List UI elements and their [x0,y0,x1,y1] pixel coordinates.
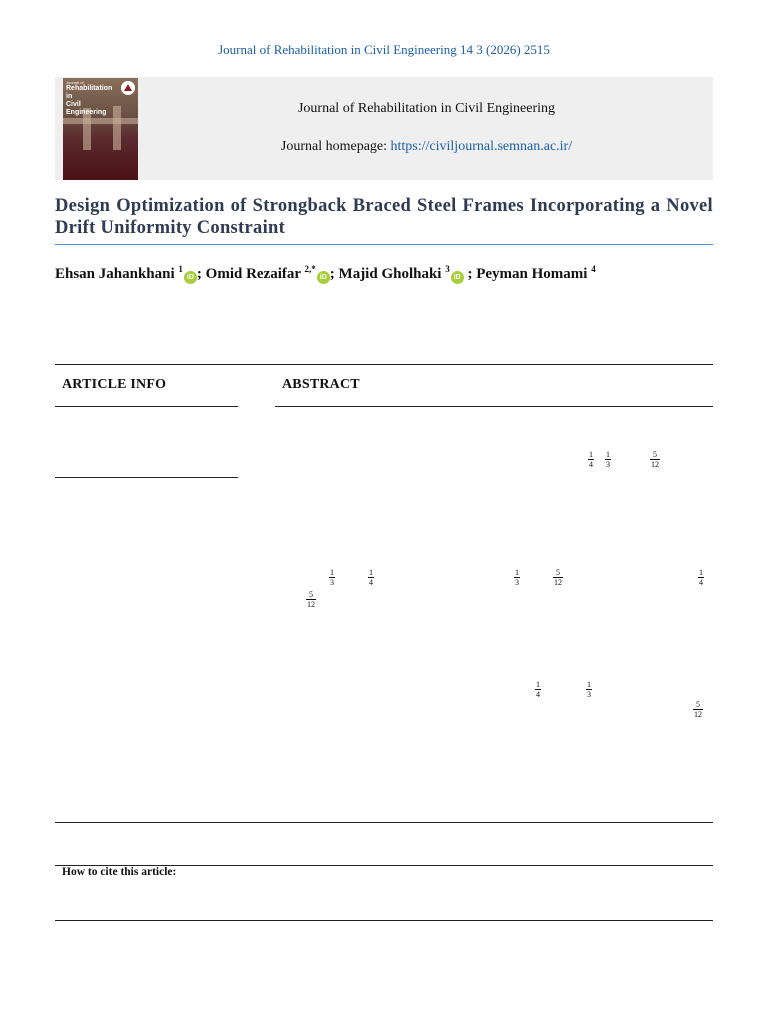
author-name: Peyman Homami [476,266,588,282]
fraction: $\frac{1}{3}$ [515,568,519,587]
abstract-heading: ABSTRACT [282,377,360,392]
author-separator: ; [463,266,477,282]
journal-cover-image [63,78,138,180]
banner-homepage [140,139,713,155]
author-list [55,264,596,284]
how-to-cite-heading: How to cite this article: [62,866,177,878]
author-affiliation: 3 [445,264,450,274]
homepage-label: Journal homepage: [280,139,391,154]
journal-banner [55,77,713,180]
cover-title: Journal of Rehabilitation in Civil Engineering [66,80,113,116]
abstract-bottom-rule [55,822,713,823]
fraction: $\frac{5}{12}$ [651,450,659,469]
orcid-icon[interactable]: iD [184,271,197,284]
author-affiliation: 2,* [304,264,316,274]
abstract-rule [275,406,713,407]
fraction: $\frac{5}{12}$ [694,700,702,719]
author-affiliation: 4 [591,264,596,274]
section-top-rule [55,364,713,365]
fraction: $\frac{5}{12}$ [554,568,562,587]
fraction: $\frac{1}{3}$ [330,568,334,587]
author-separator: ; [196,266,206,282]
fraction: $\frac{1}{4}$ [536,680,540,699]
author-name: Majid Gholhaki [338,266,442,282]
fraction: $\frac{1}{3}$ [606,450,610,469]
homepage-link[interactable]: https://civiljournal.semnan.ac.ir/ [390,139,573,154]
article-info-divider [55,477,238,478]
cite-bottom-rule [55,920,713,921]
paper-title: Design Optimization of Strongback Braced Steel Frames Incorporating a Novel Drift Uniformity Constraint [55,196,713,238]
banner-journal-name: Journal of Rehabilitation in Civil Engineering [297,101,555,116]
article-info-heading: ARTICLE INFO [62,377,167,392]
orcid-icon[interactable]: iD [451,271,464,284]
journal-logo-icon [121,81,135,95]
author-affiliation: 1 [178,264,183,274]
author-name: Omid Rezaifar [205,266,301,282]
author-name: Ehsan Jahankhani [55,266,175,282]
orcid-icon[interactable]: iD [317,271,330,284]
running-header: Journal of Rehabilitation in Civil Engineering 14 3 (2026) 2515 [218,42,550,57]
fraction: $\frac{1}{3}$ [587,680,591,699]
fraction: $\frac{1}{4}$ [589,450,593,469]
article-info-rule [55,406,238,407]
fraction: $\frac{1}{4}$ [369,568,373,587]
fraction: $\frac{5}{12}$ [307,590,315,609]
title-divider [55,244,713,245]
author-separator: ; [329,266,339,282]
fraction: $\frac{1}{4}$ [699,568,703,587]
